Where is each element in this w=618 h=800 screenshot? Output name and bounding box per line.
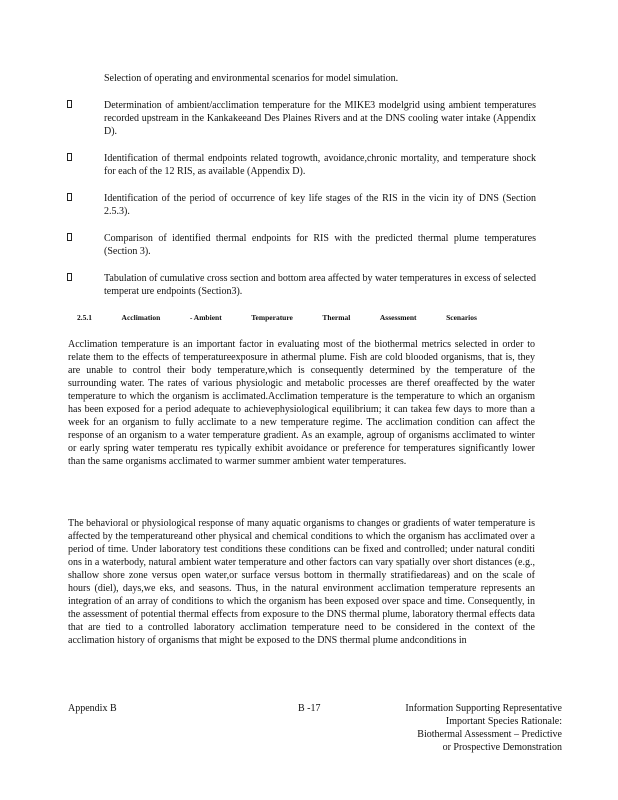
list-item xyxy=(0,152,618,178)
footer-title-line: or Prospective Demonstration xyxy=(442,742,562,753)
bullet-box-icon xyxy=(67,233,72,241)
bullet-box-icon xyxy=(67,193,72,201)
body-paragraph: Acclimation temperature is an important factor in evaluating most of the biothermal metrics selected in order to relate them to the effects of temperatureexposure in athermal plume. Fish are cold blooded organisms, that is, they are unable to control their body temperature,which is consequently determined by the temperature of the surrounding water. The rates of various physiologic and metabolic processes are theref oreaffected by the water temperature to which the organism is acclimated.Acclimation temperature is the temperature to which an organism has been exposed for a period adequate to achievephysiological equilibrium; it can takea few days to more than a week for an organism to fully acclimate to a new temperature regime. The acclimation condition can affect the response of an organism to a water temperature gradient. As an example, agroup of organisms acclimated to winter or early spring water temperatu res typically exhibit avoidance or preference for temperatures significantly lower than the same organisms acclimated to warmer summer ambient water temperatures. xyxy=(68,339,535,467)
list-item xyxy=(0,272,618,298)
section-title-word: Thermal xyxy=(322,313,351,322)
section-number: 2.5.1 xyxy=(77,313,92,322)
bullet-box-icon xyxy=(67,153,72,161)
bullet-box-icon xyxy=(67,273,72,281)
list-item xyxy=(0,232,618,258)
bullet-box-icon xyxy=(67,100,72,108)
section-title-word: Acclimation xyxy=(121,313,161,322)
bullet-text: Determination of ambient/acclimation temperature for the MIKE3 modelgrid using ambient temperatures recorded upstream in the Kankakeeand Des Plaines Rivers and at the DNS cooling water intake (Appendix D). xyxy=(104,100,536,137)
section-title-word: Assessment xyxy=(379,313,417,322)
intro-line: Selection of operating and environmental scenarios for model simulation. xyxy=(104,73,399,84)
bullet-text: Identification of thermal endpoints related togrowth, avoidance,chronic mortality, and temperature shock for each of the 12 RIS, as available (Appendix D). xyxy=(104,153,536,177)
list-item xyxy=(0,192,618,218)
bullet-text: Comparison of identified thermal endpoints for RIS with the predicted thermal plume temperatures (Section 3). xyxy=(104,233,536,257)
body-paragraph: The behavioral or physiological response of many aquatic organisms to changes or gradients of water temperature is affected by the temperatureand other physical and chemical conditions to which the organism has acclimated over a period of time. Under laboratory test conditions these conditions can be fixed and controlled; under natural conditi ons in a waterbody, natural ambient water temperature and other factors can vary spatially over short distances (e.g., shallow shore zone versus open water,or surface versus bottom in thermally stratifiedareas) and on the scale of hours (diel), days,we eks, and seasons. Thus, in the natural environment acclimation temperature represents an integration of an array of conditions to which the organism has been exposed over space and time. Consequently, in the assessment of potential thermal effects from exposure to the DNS thermal plume, laboratory thermal effects data that are tied to a controlled laboratory acclimation temperature need to be considered in the context of the acclimation history of organisms that might be exposed to the DNS thermal plume andconditions in xyxy=(68,518,535,646)
section-heading xyxy=(77,313,477,323)
section-title-word: - Ambient xyxy=(189,313,222,322)
footer-title-line: Important Species Rationale: xyxy=(445,716,562,727)
footer-title-line: Biothermal Assessment – Predictive xyxy=(417,729,562,740)
footer-appendix-label: Appendix B xyxy=(68,703,117,714)
bullet-list xyxy=(0,99,618,312)
footer-document-title xyxy=(362,702,562,754)
bullet-text: Tabulation of cumulative cross section and bottom area affected by water temperatures in excess of selected temperat ure endpoints (Section3). xyxy=(104,273,536,297)
list-item xyxy=(0,99,618,138)
section-title-word: Temperature xyxy=(251,313,293,322)
section-title-word: Scenarios xyxy=(446,313,477,322)
footer-title-line: Information Supporting Representative xyxy=(405,703,562,714)
footer-page-number: B -17 xyxy=(298,703,321,714)
bullet-text: Identification of the period of occurrence of key life stages of the RIS in the vicin ity of DNS (Section 2.5.3). xyxy=(104,193,536,217)
